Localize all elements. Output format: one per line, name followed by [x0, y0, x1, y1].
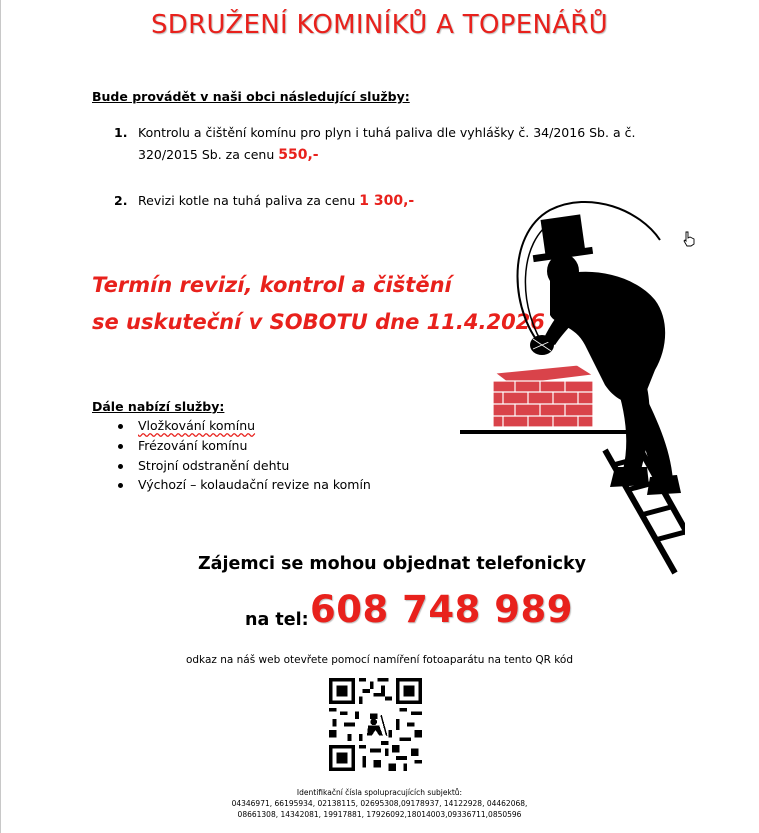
chimney-sweep-illustration	[455, 195, 685, 575]
phone-number[interactable]: 608 748 989	[310, 588, 573, 631]
service-number: 2.	[114, 193, 128, 208]
service-text-line1: Revizi kotle na tuhá paliva za cenu	[138, 193, 360, 208]
identification-line2: 08661308, 14342081, 19917881, 17926092,18014003,09336711,0850596	[237, 810, 522, 819]
identification-label: Identifikační čísla spolupracujících subjektů:	[296, 788, 463, 797]
identification-line1: 04346971, 66195934, 02138115, 02695308,09178937, 14122928, 04462068,	[231, 799, 528, 808]
bullet-icon	[118, 483, 123, 488]
service-text-line1: Kontrolu a čištění komínu pro plyn i tuhá paliva dle vyhlášky č. 34/2016 Sb. a č.	[138, 125, 636, 140]
additional-service-label: Strojní odstranění dehtu	[138, 458, 290, 473]
additional-service-label: Frézování komínu	[138, 438, 248, 453]
bullet-icon	[118, 424, 123, 429]
page-edge	[0, 0, 1, 833]
page-title: SDRUŽENÍ KOMINÍKŮ A TOPENÁŘŮ	[151, 10, 608, 40]
additional-service-label: Výchozí – kolaudační revize na komín	[138, 477, 371, 492]
service-price: 1 300,-	[359, 193, 415, 209]
bullet-icon	[118, 444, 123, 449]
qr-code[interactable]	[329, 678, 422, 771]
service-price: 550,-	[278, 147, 319, 163]
bullet-icon	[118, 464, 123, 469]
additional-services-heading: Dále nabízí služby:	[92, 399, 225, 414]
qr-note: odkaz na náš web otevřete pomocí namíření fotoaparátu na tento QR kód	[185, 654, 574, 666]
termin-line1: Termín revizí, kontrol a čištění	[92, 273, 452, 297]
hand-cursor-icon	[682, 231, 696, 247]
services-heading: Bude provádět v naši obci následující služby:	[92, 89, 410, 104]
additional-service-label: Vložkování komínu	[138, 418, 256, 433]
service-number: 1.	[114, 125, 128, 140]
service-text-line2: 320/2015 Sb. za cenu	[138, 147, 279, 162]
order-prompt: Zájemci se mohou objednat telefonicky	[197, 554, 587, 574]
termin-line2: se uskuteční v SOBOTU dne 11.4.2026	[92, 310, 545, 334]
phone-label: na tel:	[245, 610, 309, 630]
